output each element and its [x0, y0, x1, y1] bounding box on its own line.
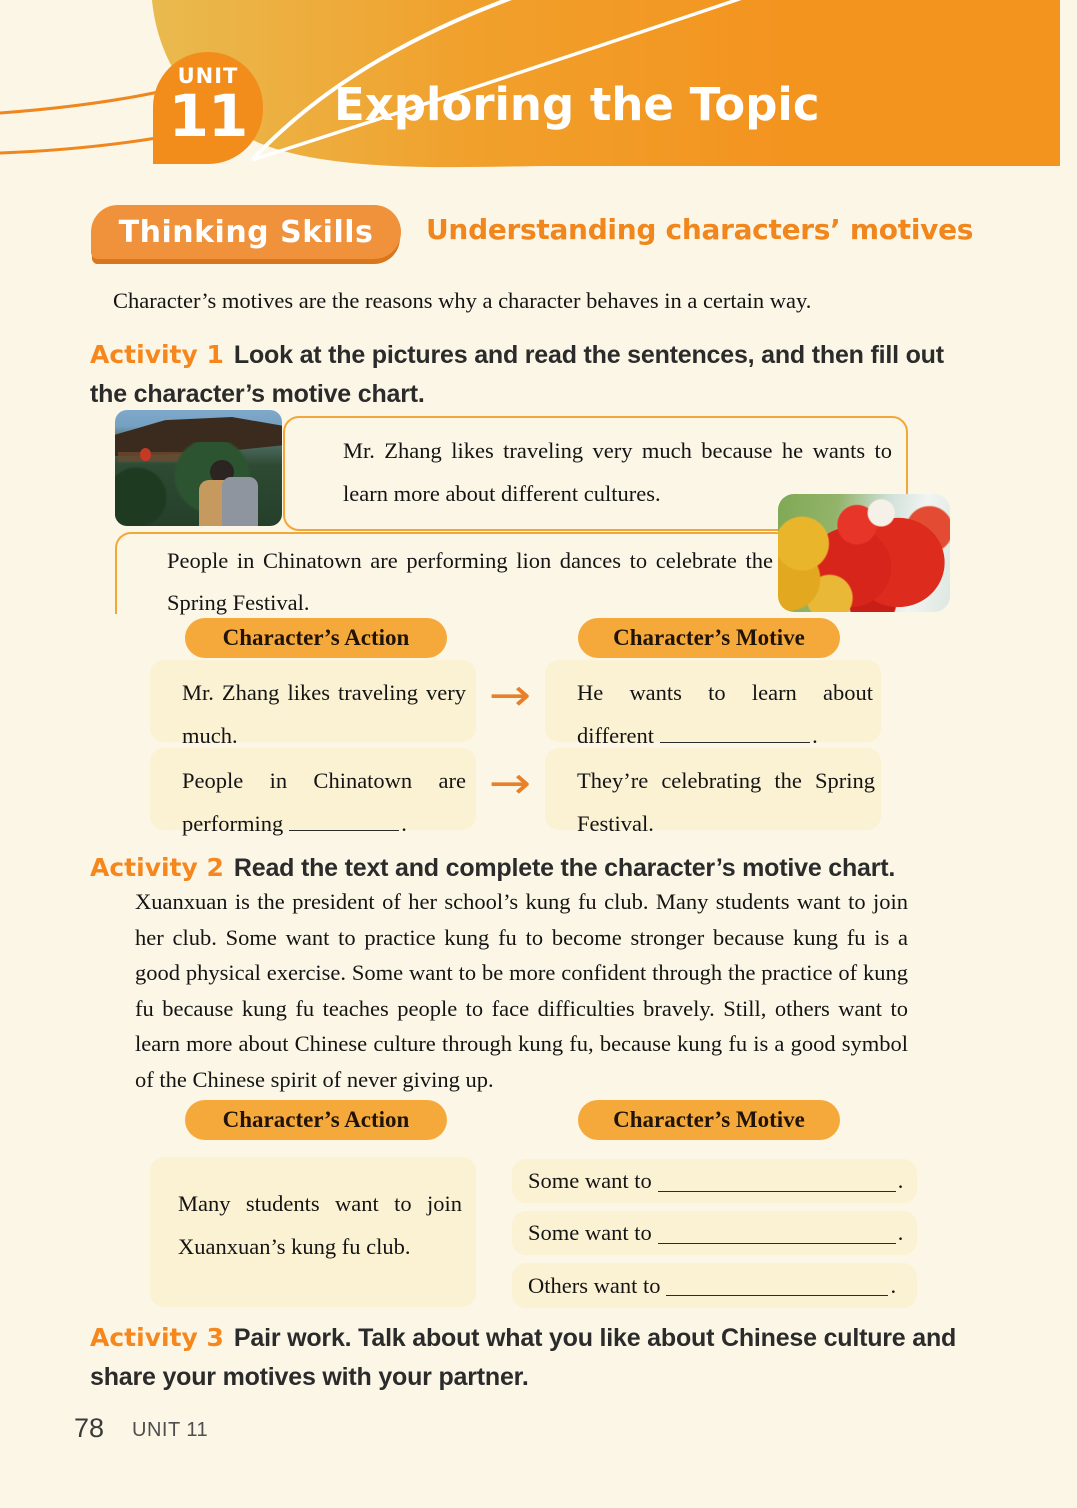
backpack-shape [222, 477, 258, 526]
action-header-pill-2 [185, 1100, 447, 1140]
motive-header-pill-1 [578, 618, 840, 658]
activity3-heading [90, 1318, 975, 1397]
left-curve-line-1 [0, 90, 168, 113]
motive-others-period: . [890, 1272, 897, 1298]
action-box-row2-text [150, 748, 476, 845]
unit-number: 11 [168, 82, 248, 150]
arrow-right-icon [482, 670, 537, 721]
activity1-instruction: Look at the pictures and read the sentences, and then fill out the character’s motive chart. [90, 341, 944, 408]
section-subtitle: Understanding characters’ motives [426, 213, 974, 246]
motive-header-pill-2 [578, 1100, 840, 1140]
action-header-label-2: Character’s Action [222, 1107, 410, 1132]
arrow-glyph: → [488, 758, 532, 809]
action-box-row1 [150, 660, 476, 748]
thinking-skills-label: Thinking Skills [118, 214, 374, 250]
action-header-label-1: Character’s Action [222, 625, 410, 650]
arrow-glyph: → [488, 670, 532, 721]
thinking-skills-badge [91, 205, 401, 259]
page-number: 78 [74, 1413, 105, 1443]
answer-blank [658, 1223, 896, 1244]
unit-word: UNIT [177, 64, 239, 88]
motive-some1-period: . [897, 1168, 904, 1193]
action-row2-after: . [401, 811, 407, 836]
answer-blank [289, 810, 399, 831]
unit-badge [153, 52, 263, 164]
arrow-right-icon [482, 758, 537, 809]
temple-photo [115, 410, 282, 526]
action-box-row1-text: Mr. Zhang likes traveling very much. [182, 680, 466, 748]
motive-row1-before: He wants to learn about different [577, 680, 873, 748]
speech-bubble-mr-zhang-text: Mr. Zhang likes traveling very much because he wants to learn more about different cultures. [343, 438, 892, 506]
motive-box-row2-text: They’re celebrating the Spring Festival. [577, 768, 875, 836]
activity1-label: Activity 1 [90, 340, 224, 369]
motive-box-some2 [512, 1211, 917, 1255]
motive-box-row1-text [545, 660, 881, 757]
motive-box-row1 [545, 660, 881, 748]
motive-row1-after: . [812, 723, 818, 748]
motive-header-label-1: Character’s Motive [613, 625, 805, 650]
footer-unit-label: UNIT 11 [132, 1419, 209, 1441]
intro-text: Character’s motives are the reasons why a character behaves in a certain way. [113, 288, 812, 313]
tree-shape [115, 466, 178, 526]
answer-blank [666, 1275, 888, 1296]
activity1-heading [90, 335, 975, 414]
activity2-heading [90, 848, 975, 888]
action-row2-before: People in Chinatown are performing [182, 768, 466, 836]
activity2-instruction: Read the text and complete the character’s motive chart. [233, 854, 896, 882]
page-title: Exploring the Topic [334, 78, 820, 131]
lion-dance-photo [778, 494, 950, 612]
activity3-instruction: Pair work. Talk about what you like about Chinese culture and share your motives with your partner. [90, 1324, 957, 1391]
action-box-activity2 [150, 1157, 476, 1307]
action-header-pill-1 [185, 618, 447, 658]
motive-header-label-2: Character’s Motive [613, 1107, 805, 1132]
motive-some1-text: Some want to [528, 1168, 652, 1193]
activity2-passage: Xuanxuan is the president of her school’s kung fu club. Many students want to join her club. Some want to practice kung fu to become stronger because kung fu is a good physical exercise. Some want to be more confident through the practice of kung fu because kung fu teaches people to face difficulties bravely. Still, others want to learn more about Chinese culture through kung fu, because kung fu is a good symbol of the Chinese spirit of never giving up. [135, 889, 908, 1092]
activity2-label: Activity 2 [90, 853, 224, 882]
activity3-label: Activity 3 [90, 1323, 224, 1352]
answer-blank [658, 1171, 896, 1192]
motive-box-others [512, 1263, 917, 1308]
motive-box-row2 [545, 748, 881, 836]
action-box-row2 [150, 748, 476, 836]
motive-others-text: Others want to [528, 1272, 661, 1298]
speech-bubble-chinatown-text: People in Chinatown are performing lion dances to celebrate the Spring Festival. [167, 548, 773, 615]
answer-blank [660, 722, 810, 743]
action-box-activity2-text: Many students want to join Xuanxuan’s kung fu club. [178, 1191, 462, 1259]
motive-box-some1 [512, 1159, 917, 1203]
motive-some2-period: . [897, 1220, 904, 1245]
motive-some2-text: Some want to [528, 1220, 652, 1245]
